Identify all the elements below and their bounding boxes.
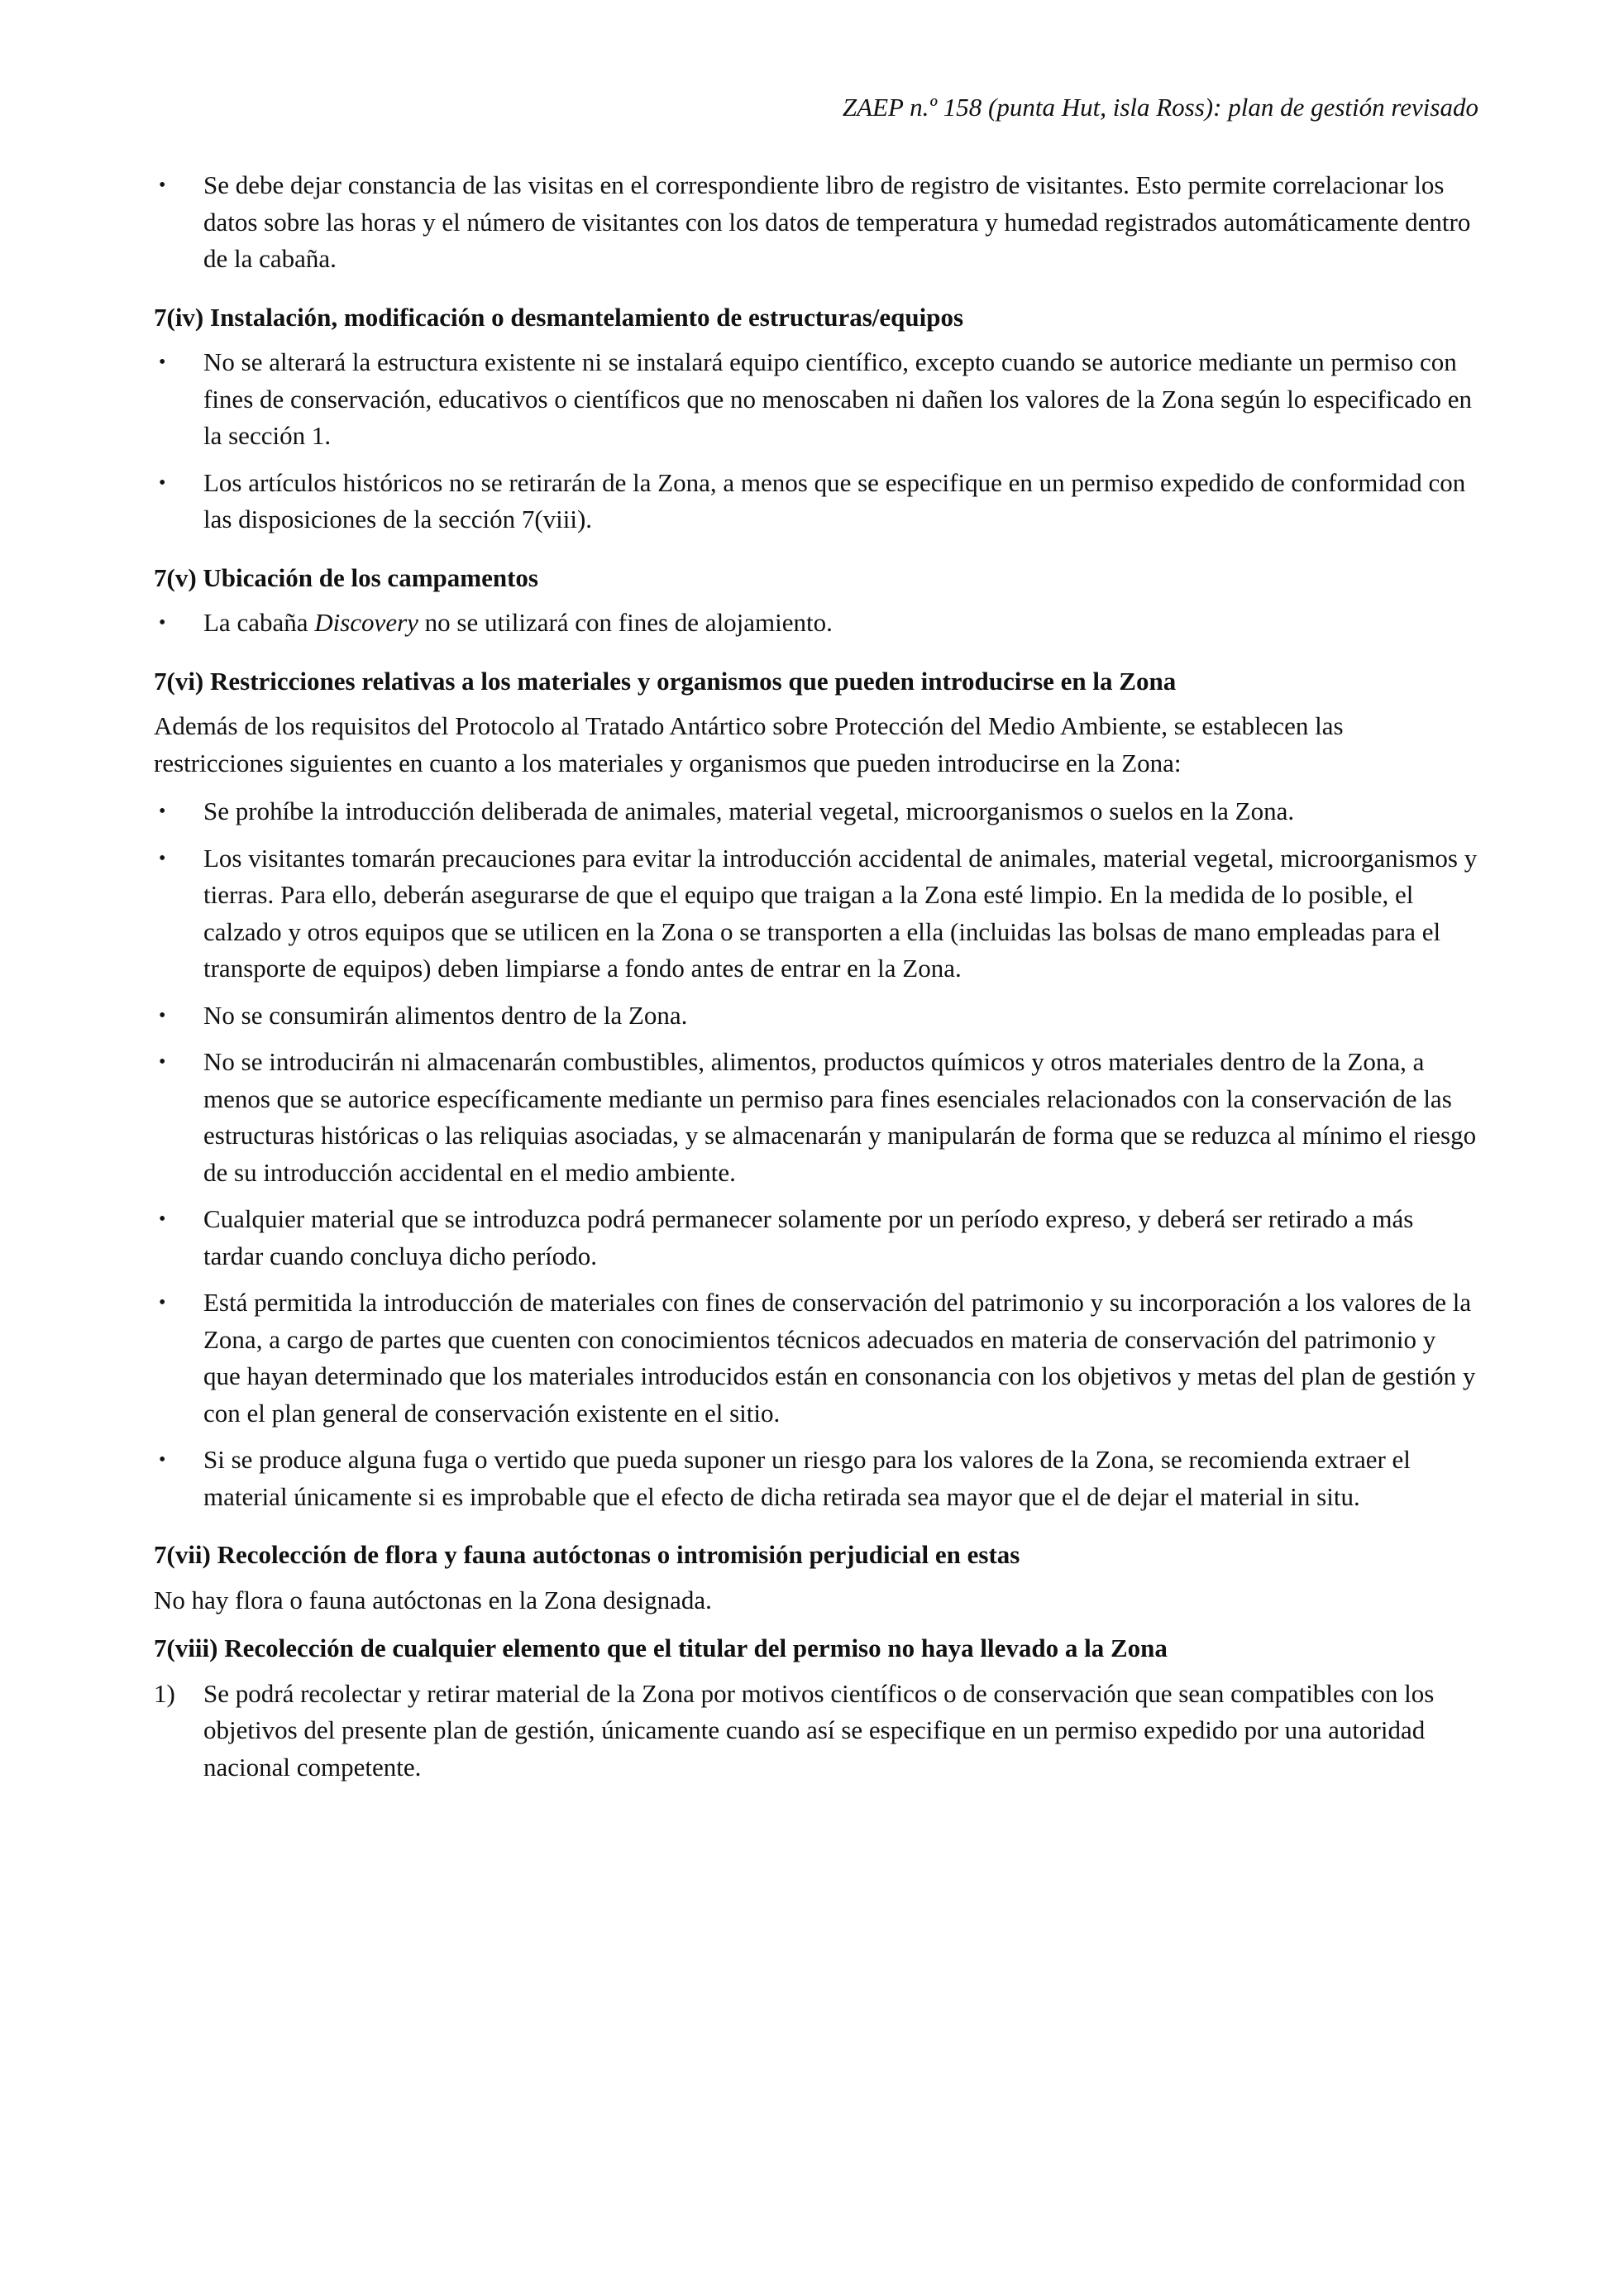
- section-7vi-intro: Además de los requisitos del Protocolo al Tratado Antártico sobre Protección del Medio Ambiente, se establecen las restricciones siguientes en cuanto a los materiales y organismos que pueden introducirse en la Zona:: [154, 711, 1344, 777]
- list-item: [154, 1284, 1478, 1432]
- list-item-text-prefix: La cabaña: [203, 608, 315, 637]
- list-item: [154, 1201, 1478, 1275]
- section-heading-7v: 7(v) Ubicación de los campamentos: [154, 562, 538, 592]
- bullet-icon: •: [159, 1208, 166, 1230]
- list-item-text: Se debe dejar constancia de las visitas en el correspondiente libro de registro de visitantes. Esto permite correlacionar los datos sobre las horas y el número de visitantes con los datos de temperatura y humedad registrados automáticamente dentro de la cabaña.: [203, 170, 1471, 273]
- list-item-text: Se podrá recolectar y retirar material de la Zona por motivos científicos o de conservación que sean compatibles con los objetivos del presente plan de gestión, únicamente cuando así se especifique en un permiso expedido por una autoridad nacional competente.: [203, 1678, 1435, 1782]
- bullet-icon: •: [159, 175, 166, 196]
- bullet-icon: •: [159, 1004, 166, 1026]
- list-item-number: 1): [154, 1678, 175, 1708]
- list-item-text: Se prohíbe la introducción deliberada de animales, material vegetal, microorganismos o suelos en la Zona.: [203, 796, 1295, 825]
- list-item: [154, 465, 1478, 538]
- running-header: ZAEP n.º 158 (punta Hut, isla Ross): plan de gestión revisado: [842, 93, 1478, 122]
- bullet-icon: •: [159, 1051, 166, 1073]
- list-item: [154, 997, 1478, 1035]
- list-item-text: No se consumirán alimentos dentro de la Zona.: [203, 1000, 688, 1030]
- bullet-icon: •: [159, 471, 166, 494]
- list-item-text: [203, 608, 833, 637]
- bullet-icon: •: [159, 352, 166, 373]
- hut-name-italic: Discovery: [314, 608, 418, 637]
- section-7v-bullet-list: [154, 605, 1478, 642]
- list-item: [154, 1442, 1478, 1515]
- list-item: [154, 167, 1478, 278]
- list-item: [154, 793, 1478, 830]
- list-item-text: Los visitantes tomarán precauciones para evitar la introducción accidental de animales, material vegetal, microorganismos y tierras. Para ello, deberán asegurarse de que el equipo que traigan a la Zona esté limpio. En la medida de lo posible, el calzado y otros equipos que se utilicen en la Zona o se transporten a ella (incluidas las bolsas de mano empleadas para el transporte de equipos) deben limpiarse a fondo antes de entrar en la Zona.: [203, 843, 1478, 983]
- document-page: [154, 91, 1478, 1786]
- section-7iv-bullet-list: [154, 344, 1478, 538]
- list-item-text: No se introducirán ni almacenarán combustibles, alimentos, productos químicos y otros materiales dentro de la Zona, a menos que se autorice específicamente mediante un permiso para fines esenciales relacionados con la conservación de las estructuras históricas o las reliquias asociadas, y se almacenarán y manipularán de forma que se reduzca al mínimo el riesgo de su introducción accidental en el medio ambiente.: [203, 1047, 1477, 1187]
- section-heading-7iv: 7(iv) Instalación, modificación o desmantelamiento de estructuras/equipos: [154, 302, 964, 332]
- list-item-text: Si se produce alguna fuga o vertido que pueda suponer un riesgo para los valores de la Zona, se recomienda extraer el material únicamente si es improbable que el efecto de dicha retirada sea mayor que el de dejar el material in situ.: [203, 1445, 1411, 1511]
- section-7vii-text: No hay flora o fauna autóctonas en la Zona designada.: [154, 1585, 712, 1614]
- list-item-text: Los artículos históricos no se retirarán de la Zona, a menos que se especifique en un permiso expedido de conformidad con las disposiciones de la sección 7(viii).: [203, 467, 1466, 533]
- section-heading-7viii: 7(viii) Recolección de cualquier elemento que el titular del permiso no haya llevado a la Zona: [154, 1634, 1168, 1662]
- section-7viii-numbered-list: [154, 1676, 1478, 1787]
- section-heading-7vi: 7(vi) Restricciones relativas a los materiales y organismos que pueden introducirse en la Zona: [154, 666, 1177, 696]
- list-item: [154, 1044, 1478, 1191]
- list-item: [154, 344, 1478, 455]
- section-heading-7vii: 7(vii) Recolección de flora y fauna autóctonas o intromisión perjudicial en estas: [154, 1540, 1020, 1569]
- list-item: [154, 605, 1478, 642]
- bullet-icon: •: [159, 612, 166, 634]
- list-item: [154, 840, 1478, 988]
- list-item-text-suffix: no se utilizará con fines de alojamiento.: [418, 608, 833, 637]
- bullet-icon: •: [159, 1449, 166, 1471]
- list-item-text: No se alterará la estructura existente ni se instalará equipo científico, excepto cuando se autorice mediante un permiso con fines de conservación, educativos o científicos que no menoscaben ni dañen los valores de la Zona según lo especificado en la sección 1.: [203, 347, 1472, 450]
- list-item: [154, 1676, 1478, 1787]
- intro-bullet-list: [154, 167, 1478, 278]
- bullet-icon: •: [159, 847, 166, 869]
- list-item-text: Está permitida la introducción de materiales con fines de conservación del patrimonio y su incorporación a los valores de la Zona, a cargo de partes que cuenten con conocimientos técnicos adecuados en materia de conservación del patrimonio y que hayan determinado que los materiales introducidos están en consonancia con los objetivos y metas del plan de gestión y con el plan general de conservación existente en el sitio.: [203, 1288, 1476, 1428]
- list-item-text: Cualquier material que se introduzca podrá permanecer solamente por un período expreso, y deberá ser retirado a más tardar cuando concluya dicho período.: [203, 1204, 1414, 1270]
- bullet-icon: •: [159, 801, 166, 822]
- section-7vi-bullet-list: [154, 793, 1478, 1515]
- bullet-icon: •: [159, 1292, 166, 1313]
